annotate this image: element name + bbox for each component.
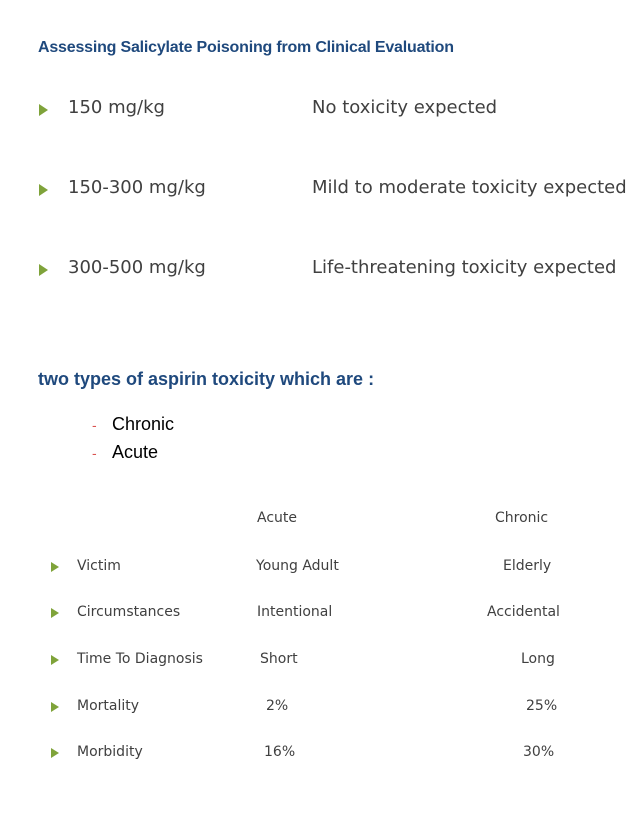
dose-level-row bbox=[0, 255, 638, 285]
list-item bbox=[92, 440, 174, 468]
triangle-right-icon bbox=[51, 562, 59, 572]
dose-level-row bbox=[0, 95, 638, 125]
acute-value: Short bbox=[260, 651, 298, 667]
chronic-value: 30% bbox=[523, 744, 555, 760]
toxicity-description: Life-threatening toxicity expected bbox=[312, 257, 617, 278]
acute-value: Intentional bbox=[257, 604, 333, 620]
triangle-right-icon bbox=[51, 655, 59, 665]
acute-value: Young Adult bbox=[256, 558, 339, 574]
toxicity-types-list bbox=[92, 412, 174, 468]
chronic-value: Accidental bbox=[487, 604, 560, 620]
triangle-right-icon bbox=[51, 702, 59, 712]
types-heading: two types of aspirin toxicity which are : bbox=[38, 369, 375, 389]
acute-value: 16% bbox=[264, 744, 296, 760]
row-label: Time To Diagnosis bbox=[77, 651, 203, 667]
table-row bbox=[0, 557, 638, 581]
dose-level-row bbox=[0, 175, 638, 205]
column-header-chronic: Chronic bbox=[495, 510, 549, 526]
page-title: Assessing Salicylate Poisoning from Clinical Evaluation bbox=[38, 39, 454, 56]
chronic-value: Elderly bbox=[503, 558, 552, 574]
triangle-right-icon bbox=[39, 184, 48, 196]
row-label: Victim bbox=[77, 558, 121, 574]
dash-bullet: - bbox=[92, 417, 97, 433]
toxicity-description: No toxicity expected bbox=[312, 97, 498, 118]
triangle-right-icon bbox=[39, 264, 48, 276]
chronic-value: Long bbox=[521, 651, 555, 667]
chronic-value: 25% bbox=[526, 698, 558, 714]
acute-value: 2% bbox=[266, 698, 289, 714]
dose-value: 300-500 mg/kg bbox=[68, 257, 206, 278]
triangle-right-icon bbox=[51, 748, 59, 758]
row-label: Mortality bbox=[77, 698, 140, 714]
type-label: Chronic bbox=[112, 414, 175, 434]
dose-value: 150-300 mg/kg bbox=[68, 177, 206, 198]
list-item bbox=[92, 412, 174, 440]
triangle-right-icon bbox=[51, 608, 59, 618]
toxicity-description: Mild to moderate toxicity expected bbox=[312, 177, 627, 198]
table-row bbox=[0, 743, 638, 767]
table-row bbox=[0, 603, 638, 627]
column-header-acute: Acute bbox=[257, 510, 298, 526]
dose-value: 150 mg/kg bbox=[68, 97, 165, 118]
type-label: Acute bbox=[112, 442, 159, 462]
table-row bbox=[0, 650, 638, 674]
row-label: Morbidity bbox=[77, 744, 143, 760]
table-row bbox=[0, 697, 638, 721]
triangle-right-icon bbox=[39, 104, 48, 116]
row-label: Circumstances bbox=[77, 604, 181, 620]
dash-bullet: - bbox=[92, 445, 97, 461]
